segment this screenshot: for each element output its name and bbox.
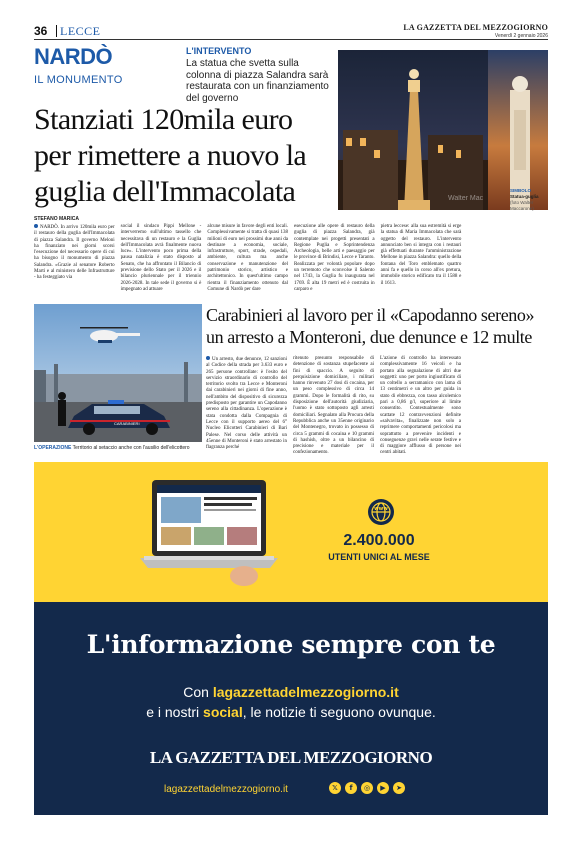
advert-line-2: e i nostri social, le notizie ti seguono ovunque.: [146, 704, 436, 720]
laptop-illustration: [134, 472, 284, 602]
advert-url[interactable]: lagazzettadelmezzogiorno.it: [164, 784, 288, 795]
svg-text:www: www: [374, 506, 388, 512]
article1-sub-kicker: L'INTERVENTO: [186, 46, 252, 56]
article2-column: L'azione di controllo ha interessato complessivamente 16 veicoli e ha portato alla segnalazione di altri due soggetti: uno per porto ingiustificato di un coltello a serramanico con lama di 13 centimetri e un altro per guida in stato di ebbrezza, con tasso alcolemico pari a 0,86 g/l, superiore al limite consentito. Contestualmente sono scattate 12 contravvenzioni definite «salvavita», finalizzate non solo a reprimere comportamenti pericolosi ma soprattutto a prevenire incidenti e conseguenze gravi nelle serate festive e di maggiore afflusso di persone nei centri abitati.: [380, 356, 461, 456]
byline: STEFANO MARICA: [34, 216, 79, 222]
article2-column: ritenuto presunto responsabile di detenzione di sostanza stupefacente ai fini di spaccio. A seguito di perquisizione domiciliare, i militari hanno rinvenuto 27 dosi di cocaina, per un peso complessivo di circa 14 grammi. Dopo le formalità di rito, su disposizione dell'autorità giudiziaria, l'uomo è stato sottoposto agli arresti domiciliari. Segnalato alla Procura della Repubblica anche un 35enne originario del Montenegro, trovato in possesso di circa 5 grammi di cocaina e 10 grammi di hashish, oltre a un bilancino di precisione e materiale per il confezionamento.: [293, 356, 374, 456]
article1-column: esecuzione alle opere di restauro della guglia di piazza Salandra, già contemplate nei progetti presentati a Regione Puglia e Soprintendenza Archeologia, belle arti e paesaggio per le province di Brindisi, Lecce e Taranto. Realizzata per volontà popolare dopo un terremoto che sconvolse il Salento nel 1743, la Guglia fu inaugurata nel 1769. È alta 19 metri ed è costruita in carparo e: [293, 224, 375, 292]
users-count: 2.400.000: [343, 532, 415, 549]
bullet-icon: [206, 356, 210, 360]
svg-text:CARABINIERI: CARABINIERI: [114, 421, 140, 426]
masthead: LA GAZZETTA DEL MEZZOGIORNO: [403, 23, 548, 32]
svg-text:Walter Mac: Walter Mac: [448, 195, 484, 202]
article2-headline: Carabinieri al lavoro per il «Capodanno sereno» un arresto a Monteroni, due denunce e 12 multe: [206, 305, 535, 347]
caption-text: Territorio al setaccio anche con l'ausilio dell'elicottero: [72, 445, 190, 451]
article1-column: social il sindaco Pippi Mellone - interverremo sull'ultimo tassello che necessitava di un restauro e la Guglia dell'Immacolata avrà finalmente nuova luce». L'intervento poco prima della pausa natalizia è stato disposto al Senato, che ha affrontato il Bilancio di previsione dello Stato per il 2026 e il bilancio pluriennale per il triennio 2026-2028. In tale sede il governo si è impegnato ad attuare: [120, 224, 202, 292]
issue-date: Venerdì 2 gennaio 2026: [494, 33, 548, 39]
advert-bottom[interactable]: [34, 602, 548, 815]
caption-kicker: L'OPERAZIONE: [34, 445, 72, 451]
instagram-icon[interactable]: ◎: [361, 782, 373, 794]
users-label: UTENTI UNICI AL MESE: [328, 552, 430, 562]
advert-site-link[interactable]: lagazzettadelmezzogiorno.it: [212, 684, 399, 700]
section-name: LECCE: [60, 24, 101, 38]
article1-column: [467, 224, 548, 293]
header-divider: [56, 25, 57, 37]
article2-column: [467, 356, 548, 457]
article1-topic: IL MONUMENTO: [34, 74, 123, 86]
page-header: [34, 24, 548, 40]
caption-title: Statua-guglia: [510, 194, 539, 199]
advert-title: L'informazione sempre con te: [86, 630, 496, 659]
facebook-icon[interactable]: f: [345, 782, 357, 794]
x-icon[interactable]: 𝕏: [329, 782, 341, 794]
newspaper-logo: LA GAZZETTA DEL MEZZOGIORNO: [149, 748, 433, 767]
article1-photo-caption: [510, 188, 548, 212]
advert-line-1: Con lagazzettadelmezzogiorno.it: [183, 684, 399, 700]
social-icons: [329, 782, 405, 794]
article1-body: [34, 224, 548, 293]
article1-subheadline: La statua che svetta sulla colonna di piazza Salandra sarà restaurata con un finanziamento del governo: [186, 58, 329, 104]
advert-top[interactable]: [34, 462, 548, 602]
article1-headline: Stanziati 120mila euro per rimettere a nuovo la guglia dell'Immacolata: [34, 103, 307, 208]
page-number: 36: [34, 24, 48, 38]
article1-photo: [338, 50, 548, 210]
article2-column: Un arresto, due denunce, 12 sanzioni al Codice della strada per 3.633 euro e 265 persone controllate: è l'esito del servizio straordinario di controllo del territorio svolto tra Lecce e Monteroni dai carabinieri nei giorni di fine anno, nell'ambito del dispositivo di sicurezza predisposto per garantire un Capodanno sereno alla cittadinanza. L'operazione è stata condotta dalla Compagnia di Lecce con il supporto aereo del 6° Nucleo Elicotteri Carabinieri di Bari Palese. Nel corso delle attività un 45enne di Monteroni è stato arrestato in flagranza perché: [206, 357, 287, 451]
article1-city: NARDÒ: [34, 44, 113, 69]
article2-photo: [34, 304, 202, 442]
article1-column: NARDÒ. In arrivo 120mila euro per il restauro della guglia dell'Immacolata di piazza Salandra. Il governo Meloni ha finanziato nei giorni scorsi l'esecuzione del necessario opere di cui ha bisogno il monumento di piazza Salandra. «Grazie al senatore Roberto Marti e al ministero delle Infrastrutture - ha festeggiato via: [34, 225, 115, 281]
telegram-icon[interactable]: ➤: [393, 782, 405, 794]
youtube-icon[interactable]: ▶: [377, 782, 389, 794]
caption-kicker: SIMBOLO: [510, 188, 531, 193]
globe-icon: [367, 498, 395, 531]
article2-body: [206, 356, 548, 457]
bullet-icon: [34, 224, 38, 228]
article1-column: alcune misure in favore degli enti locali. Complessivamente si tratta di quasi 138 milioni di euro nei prossimi due anni da destinare a economia, sociale, infrastrutture, sport, strade, ospedali, ambiente, cultura ma anche conservazione e manutenzione del patrimonio storico, artistico e architettonico. In quest'ultimo campo rientra il finanziamento ottenuto dal Comune di Nardò per dare: [207, 224, 288, 292]
article2-photo-caption: [34, 445, 190, 451]
caption-credit: (foto Walter Maccarone): [510, 200, 534, 211]
article1-column: pietra leccese: alla sua estremità si erge la statua di Maria Immacolata che sarà oggetto del restauro. L'intervento annunciato ben si integra con i restauri già effettuati durante l'amministrazione Mellone in piazza Salandra: quello della fontana del Toro emblemato quattro anni fa e quello in corso all'ex pretura, immobile storico edificato tra il 1588 e il 1613.: [380, 224, 462, 286]
